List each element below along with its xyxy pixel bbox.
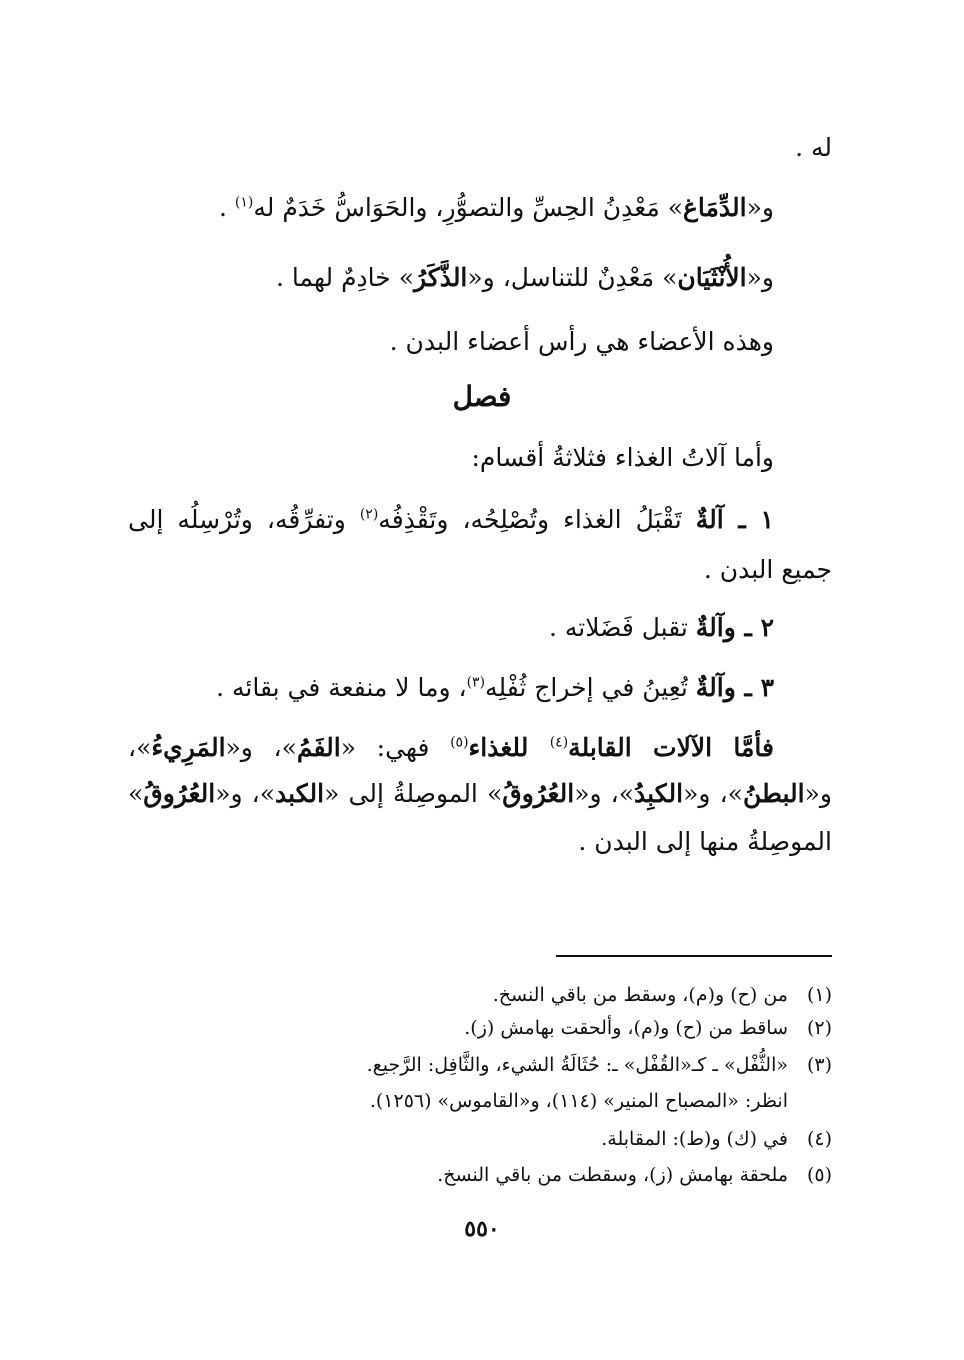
text-segment: » مَعْدِنٌ للتناسل، و«	[467, 263, 678, 292]
keyword: الأُنْثَيَان	[677, 263, 747, 292]
footnote-number: (٢)	[806, 1017, 832, 1039]
text-segment: » الموصِلةُ إلى «	[324, 779, 503, 808]
footnote-ref[interactable]: (٣)	[466, 674, 486, 691]
footnote-ref[interactable]: (١)	[234, 194, 254, 211]
page-number: ٥٥٠	[464, 1216, 500, 1242]
footnote-ref[interactable]: (٢)	[359, 506, 379, 523]
list-item	[120, 668, 774, 708]
footnote	[120, 1050, 832, 1080]
keyword: العُرُوقُ	[143, 779, 216, 808]
item-label: ١ ـ آلةٌ	[695, 505, 774, 534]
section-heading: فصل	[452, 380, 512, 413]
footnote	[120, 1013, 832, 1043]
text-segment: » مَعْدِنُ الحِسِّ والتصوُّرِ، والحَوَاسُّ خَدَمٌ له	[253, 193, 683, 222]
text-segment: و«	[746, 193, 774, 222]
text-segment: وتفرِّقُه، وتُرْسِلُه إلى	[128, 505, 360, 534]
text-line: وهذه الأعضاء هي رأس أعضاء البدن .	[389, 327, 774, 356]
text-segment: تَقْبَلُ الغذاء وتُصْلِحُه، وتَقْذِفُه	[378, 505, 696, 534]
footnote-text: «الثُّفْل» ـ كـ«القُفْل» ـ: حُثَالَةُ الشيء، والثَّافِل: الرَّجيع.	[366, 1054, 788, 1076]
keyword: للغذاء	[468, 733, 550, 762]
text-segment: ، وما لا منفعة في بقائه .	[216, 673, 467, 702]
text-line: جميع البدن .	[703, 555, 832, 584]
text-segment: »	[128, 779, 144, 808]
text-segment: » خادِمٌ لهما .	[276, 263, 414, 292]
item-label: ٣ ـ وآلةٌ	[695, 673, 774, 702]
keyword: البطنُ	[742, 779, 805, 808]
footnote-text: ملحقة بهامش (ز)، وسقطت من باقي النسخ.	[437, 1164, 788, 1186]
text-segment: و«	[746, 263, 774, 292]
keyword: الذَّكَرُ	[414, 263, 468, 292]
keyword: الفَمُ	[296, 733, 341, 762]
footnote-text: في (ك) و(ط): المقابلة.	[601, 1128, 788, 1150]
text-segment: تقبل فَضَلاته .	[549, 613, 696, 642]
footnote	[120, 1160, 832, 1190]
footnote-text: ساقط من (ح) و(م)، وألحقت بهامش (ز).	[464, 1017, 788, 1039]
text-segment: »، و«	[215, 779, 276, 808]
keyword: الكبِدُ	[634, 779, 684, 808]
keyword: الكبد	[275, 779, 325, 808]
footnote-number: (١)	[806, 984, 832, 1006]
text-segment: .	[218, 193, 235, 222]
text-segment: فهي: «	[340, 733, 451, 762]
footnote-separator	[556, 955, 832, 957]
list-item	[128, 500, 774, 540]
text-line	[128, 774, 832, 814]
footnote-number: (٥)	[806, 1164, 832, 1186]
keyword: المَرِيءُ	[151, 733, 226, 762]
footnote-ref[interactable]: (٥)	[450, 734, 469, 751]
footnote	[120, 980, 832, 1010]
text-segment: »، و«	[574, 779, 635, 808]
text-line	[128, 728, 774, 768]
text-line	[120, 188, 774, 228]
footnote-ref[interactable]: (٤)	[549, 734, 569, 751]
footnote	[120, 1124, 832, 1154]
text-line: الموصِلةُ منها إلى البدن .	[578, 827, 832, 856]
text-segment: »، و«	[683, 779, 743, 808]
text-segment: و«	[804, 779, 832, 808]
list-item	[120, 608, 774, 648]
footnote-number: (٤)	[806, 1128, 832, 1150]
text-line: له .	[795, 133, 832, 162]
item-label: ٢ ـ وآلةٌ	[695, 613, 774, 642]
text-line: وأما آلاتُ الغذاء فثلاثةُ أقسام:	[471, 443, 774, 472]
footnote-continuation: انظر: «المصباح المنير» (١١٤)، و«القاموس» (١٢٥٦).	[369, 1090, 788, 1112]
text-segment: تُعِينُ في إخراج ثُفْلِه	[485, 673, 696, 702]
footnote-text: من (ح) و(م)، وسقط من باقي النسخ.	[492, 984, 788, 1006]
footnote-number: (٣)	[806, 1054, 832, 1076]
keyword: فأمَّا الآلات القابلة	[568, 733, 774, 762]
keyword: العُرُوقُ	[502, 779, 575, 808]
text-segment: »،	[128, 733, 152, 762]
text-line	[120, 258, 774, 298]
keyword: الدِّمَاغ	[683, 193, 747, 222]
text-segment: »، و«	[225, 733, 297, 762]
